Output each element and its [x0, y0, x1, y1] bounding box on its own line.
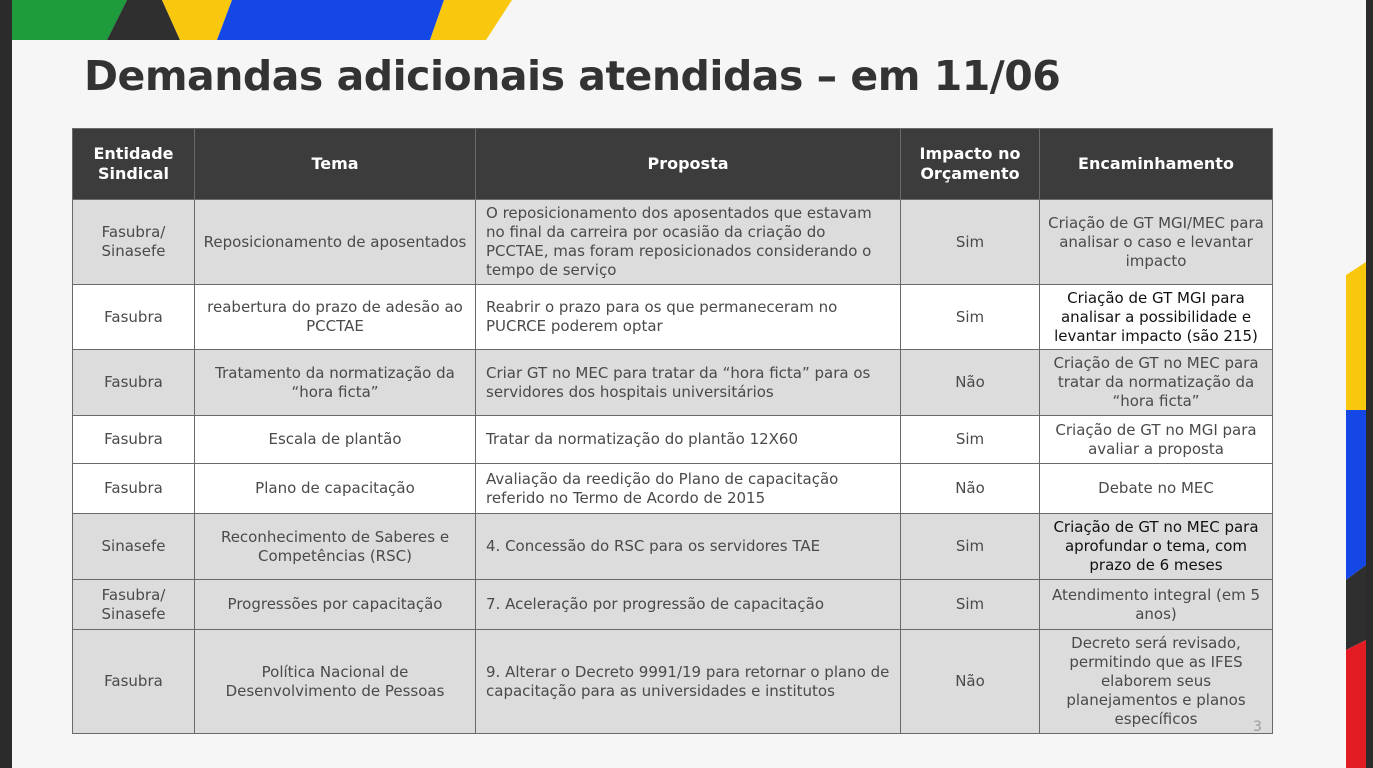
cell-proposta: Avaliação da reedição do Plano de capacitação referido no Termo de Acordo de 2015 — [476, 464, 901, 514]
cell-impacto: Não — [901, 630, 1040, 734]
table-row — [73, 350, 1273, 416]
cell-impacto: Sim — [901, 580, 1040, 630]
table-row — [73, 416, 1273, 464]
table-row — [73, 514, 1273, 580]
table-row — [73, 464, 1273, 514]
cell-proposta: 4. Concessão do RSC para os servidores TAE — [476, 514, 901, 580]
page-number: 3 — [1253, 719, 1262, 735]
cell-entidade: Fasubra/ Sinasefe — [73, 200, 195, 285]
cell-proposta: 9. Alterar o Decreto 9991/19 para retornar o plano de capacitação para as universidades e institutos — [476, 630, 901, 734]
cell-encaminhamento: Criação de GT no MEC para aprofundar o tema, com prazo de 6 meses — [1040, 514, 1273, 580]
cell-proposta: Tratar da normatização do plantão 12X60 — [476, 416, 901, 464]
header-proposta: Proposta — [476, 129, 901, 200]
cell-tema: Política Nacional de Desenvolvimento de Pessoas — [195, 630, 476, 734]
cell-entidade: Fasubra — [73, 350, 195, 416]
cell-impacto: Sim — [901, 514, 1040, 580]
table-row — [73, 580, 1273, 630]
header-impacto: Impacto no Orçamento — [901, 129, 1040, 200]
table-row — [73, 285, 1273, 350]
cell-entidade: Fasubra — [73, 285, 195, 350]
cell-entidade: Fasubra/ Sinasefe — [73, 580, 195, 630]
cell-tema: Plano de capacitação — [195, 464, 476, 514]
table-row — [73, 200, 1273, 285]
cell-tema: Reconhecimento de Saberes e Competências (RSC) — [195, 514, 476, 580]
demands-table — [72, 128, 1273, 734]
cell-encaminhamento: Atendimento integral (em 5 anos) — [1040, 580, 1273, 630]
top-color-bar — [12, 0, 1366, 40]
cell-entidade: Fasubra — [73, 630, 195, 734]
cell-tema: Escala de plantão — [195, 416, 476, 464]
cell-tema: reabertura do prazo de adesão ao PCCTAE — [195, 285, 476, 350]
cell-entidade: Fasubra — [73, 464, 195, 514]
cell-encaminhamento: Criação de GT no MEC para tratar da normatização da “hora ficta” — [1040, 350, 1273, 416]
slide-title: Demandas adicionais atendidas – em 11/06 — [84, 52, 1061, 100]
cell-impacto: Não — [901, 464, 1040, 514]
cell-impacto: Sim — [901, 285, 1040, 350]
table-header-row — [73, 129, 1273, 200]
cell-encaminhamento: Criação de GT MGI/MEC para analisar o caso e levantar impacto — [1040, 200, 1273, 285]
cell-encaminhamento: Decreto será revisado, permitindo que as IFES elaborem seus planejamentos e planos específicos — [1040, 630, 1273, 734]
side-color-bar — [1326, 0, 1366, 768]
cell-impacto: Sim — [901, 200, 1040, 285]
header-entidade: Entidade Sindical — [73, 129, 195, 200]
cell-tema: Tratamento da normatização da “hora ficta” — [195, 350, 476, 416]
cell-entidade: Sinasefe — [73, 514, 195, 580]
header-tema: Tema — [195, 129, 476, 200]
cell-encaminhamento: Debate no MEC — [1040, 464, 1273, 514]
slide — [12, 0, 1366, 768]
cell-tema: Reposicionamento de aposentados — [195, 200, 476, 285]
cell-proposta: Reabrir o prazo para os que permaneceram no PUCRCE poderem optar — [476, 285, 901, 350]
cell-entidade: Fasubra — [73, 416, 195, 464]
cell-proposta: O reposicionamento dos aposentados que estavam no final da carreira por ocasião da criação do PCCTAE, mas foram reposicionados considerando o tempo de serviço — [476, 200, 901, 285]
cell-tema: Progressões por capacitação — [195, 580, 476, 630]
table-row — [73, 630, 1273, 734]
header-encaminhamento: Encaminhamento — [1040, 129, 1273, 200]
cell-impacto: Sim — [901, 416, 1040, 464]
cell-encaminhamento: Criação de GT MGI para analisar a possibilidade e levantar impacto (são 215) — [1040, 285, 1273, 350]
cell-proposta: 7. Aceleração por progressão de capacitação — [476, 580, 901, 630]
cell-proposta: Criar GT no MEC para tratar da “hora ficta” para os servidores dos hospitais universitários — [476, 350, 901, 416]
cell-encaminhamento: Criação de GT no MGI para avaliar a proposta — [1040, 416, 1273, 464]
cell-impacto: Não — [901, 350, 1040, 416]
